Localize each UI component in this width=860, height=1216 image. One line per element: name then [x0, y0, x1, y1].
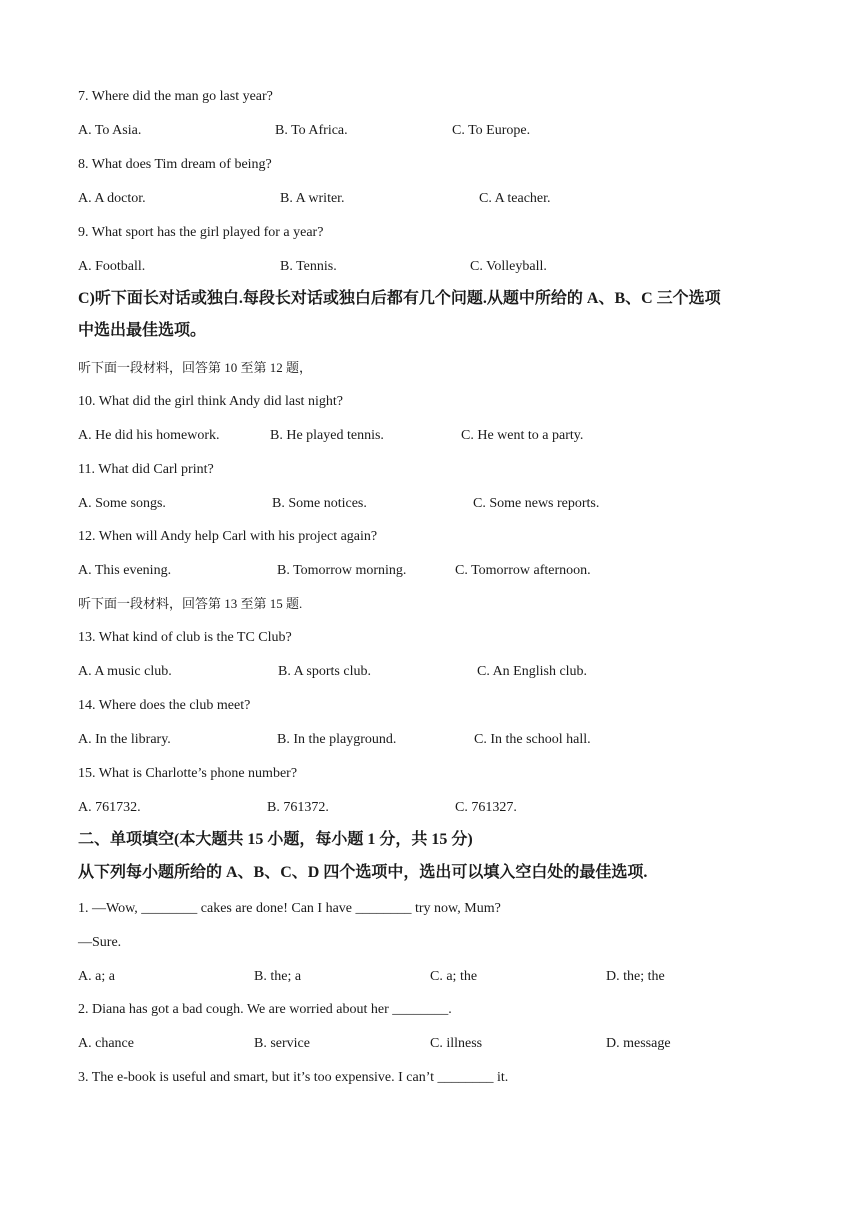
mc-question-2-options	[78, 1035, 778, 1053]
option-a: A. A music club.	[78, 664, 172, 679]
part-2-title: 二、单项填空(本大题共 15 小题，每小题 1 分，共 15 分)	[78, 831, 473, 848]
option-a: A. a; a	[78, 969, 115, 984]
mc-question-2: 2. Diana has got a bad cough. We are worried about her ________.	[78, 1002, 452, 1017]
question-7-options	[78, 122, 778, 140]
option-c: C. A teacher.	[479, 191, 551, 206]
part-2-instruction: 从下列每小题所给的 A、B、C、D 四个选项中，选出可以填入空白处的最佳选项.	[78, 864, 648, 881]
question-14-options	[78, 731, 778, 749]
option-c: C. To Europe.	[452, 123, 531, 138]
question-15: 15. What is Charlotte’s phone number?	[78, 766, 298, 781]
question-8: 8. What does Tim dream of being?	[78, 157, 272, 172]
option-b: B. 761372.	[267, 800, 329, 815]
option-c: C. Tomorrow afternoon.	[455, 563, 591, 578]
question-13: 13. What kind of club is the TC Club?	[78, 630, 292, 645]
option-a: A. To Asia.	[78, 123, 142, 138]
option-a: A. Some songs.	[78, 496, 166, 511]
option-a: A. chance	[78, 1036, 134, 1051]
question-11: 11. What did Carl print?	[78, 462, 214, 477]
mc-question-1-reply: —Sure.	[78, 935, 122, 950]
option-b: B. A sports club.	[278, 664, 371, 679]
option-b: B. In the playground.	[277, 732, 397, 747]
option-c: C. Some news reports.	[473, 496, 600, 511]
question-10: 10. What did the girl think Andy did last night?	[78, 394, 343, 409]
option-b: B. Tennis.	[280, 259, 337, 274]
question-15-options	[78, 799, 778, 817]
question-13-options	[78, 663, 778, 681]
question-9-options	[78, 258, 778, 276]
option-c: C. Volleyball.	[470, 259, 547, 274]
option-b: B. A writer.	[280, 191, 345, 206]
option-b: B. To Africa.	[275, 123, 348, 138]
option-c: C. a; the	[430, 969, 478, 984]
option-a: A. A doctor.	[78, 191, 146, 206]
mc-question-1: 1. —Wow, ________ cakes are done! Can I have ________ try now, Mum?	[78, 901, 501, 916]
question-10-options	[78, 427, 778, 445]
listening-intro-10-12: 听下面一段材料，回答第 10 至第 12 题，	[78, 360, 313, 375]
listening-intro-13-15: 听下面一段材料，回答第 13 至第 15 题.	[78, 596, 303, 611]
option-b: B. the; a	[254, 969, 302, 984]
option-b: B. He played tennis.	[270, 428, 384, 443]
mc-question-1-options	[78, 968, 778, 986]
question-8-options	[78, 190, 778, 208]
option-a: A. Football.	[78, 259, 146, 274]
option-a: A. This evening.	[78, 563, 172, 578]
option-d: D. the; the	[606, 969, 665, 984]
option-b: B. service	[254, 1036, 310, 1051]
option-a: A. In the library.	[78, 732, 171, 747]
section-c-instruction-line1: C)听下面长对话或独白.每段长对话或独白后都有几个问题.从题中所给的 A、B、C 三个选项	[78, 290, 721, 307]
option-d: D. message	[606, 1036, 671, 1051]
option-c: C. In the school hall.	[474, 732, 591, 747]
option-b: B. Tomorrow morning.	[277, 563, 407, 578]
option-b: B. Some notices.	[272, 496, 367, 511]
option-a: A. 761732.	[78, 800, 141, 815]
option-c: C. 761327.	[455, 800, 517, 815]
option-a: A. He did his homework.	[78, 428, 220, 443]
question-12-options	[78, 562, 778, 580]
option-c: C. An English club.	[477, 664, 588, 679]
question-14: 14. Where does the club meet?	[78, 698, 251, 713]
mc-question-3: 3. The e-book is useful and smart, but it’s too expensive. I can’t ________ it.	[78, 1070, 509, 1085]
question-12: 12. When will Andy help Carl with his project again?	[78, 529, 378, 544]
question-7: 7. Where did the man go last year?	[78, 89, 273, 104]
section-c-instruction-line2: 中选出最佳选项。	[78, 322, 207, 339]
option-c: C. He went to a party.	[461, 428, 584, 443]
option-c: C. illness	[430, 1036, 483, 1051]
question-9: 9. What sport has the girl played for a year?	[78, 225, 324, 240]
question-11-options	[78, 495, 778, 513]
